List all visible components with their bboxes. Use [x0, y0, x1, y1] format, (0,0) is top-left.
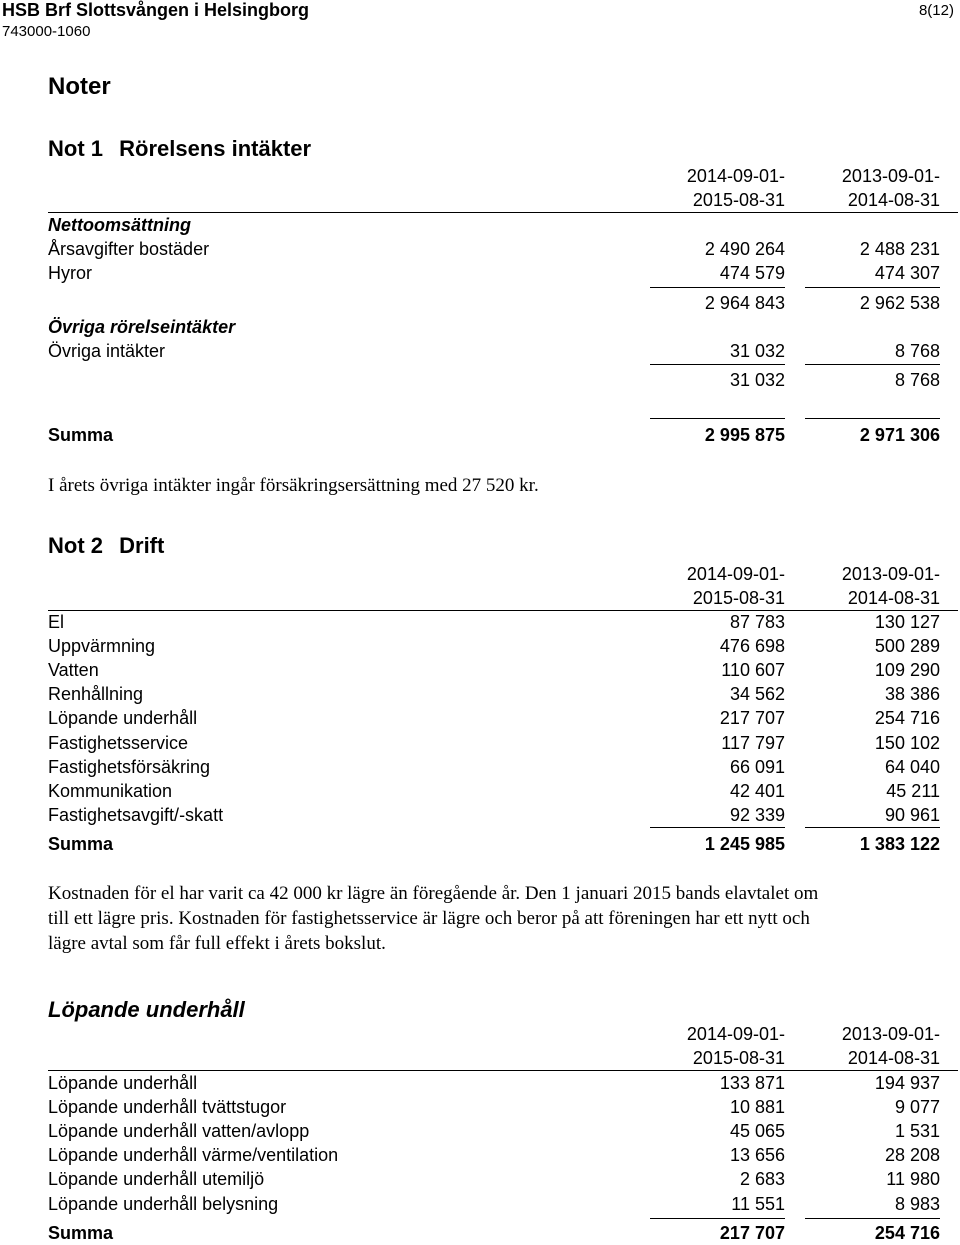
subtotal-rule — [650, 287, 785, 288]
period-current-end: 2015-08-31 — [692, 588, 785, 608]
period-current-end: 2015-08-31 — [692, 190, 785, 210]
organization-number: 743000-1060 — [2, 23, 91, 40]
subtotal-previous: 8 768 — [894, 370, 940, 390]
row-previous: 1 531 — [894, 1121, 940, 1142]
period-current-start: 2014-09-01- — [686, 166, 785, 186]
subtotal-previous: 2 962 538 — [859, 293, 940, 313]
subtotal-current: 31 032 — [729, 370, 785, 390]
row-current: 133 871 — [719, 1073, 785, 1093]
row-current: 476 698 — [719, 636, 785, 657]
row-previous: 64 040 — [884, 756, 940, 777]
table-row — [48, 706, 940, 730]
row-label: Årsavgifter bostäder — [48, 239, 210, 259]
table-row — [48, 731, 940, 755]
subtotal-current: 2 964 843 — [704, 293, 785, 313]
total-current: 217 707 — [719, 1223, 785, 1243]
row-previous: 150 102 — [874, 732, 940, 753]
subtotal-rule — [805, 287, 940, 288]
row-label: Fastighetsavgift/-skatt — [48, 804, 224, 825]
note-line: Kostnaden för el har varit ca 42 000 kr lägre än föregående år. Den 1 januari 2015 bands elavtalet om — [48, 883, 819, 904]
subtotal-rule — [650, 364, 785, 365]
page-number: 8(12) — [918, 2, 954, 19]
period-previous-end: 2014-08-31 — [847, 1048, 940, 1068]
subtotal-rule — [805, 364, 940, 365]
not1-total — [48, 423, 940, 447]
row-previous: 45 211 — [886, 780, 940, 801]
row-label: Löpande underhåll vatten/avlopp — [48, 1121, 310, 1142]
row-current: 45 065 — [729, 1121, 785, 1142]
table-row — [48, 339, 940, 363]
note-line: till ett lägre pris. Kostnaden för fastighetsservice är lägre och beror på att föreningen har ett nytt och — [48, 908, 810, 929]
row-label: Övriga intäkter — [48, 341, 166, 361]
not1-note: I årets övriga intäkter ingår försäkringsersättning med 27 520 kr. — [48, 475, 539, 496]
row-previous: 500 289 — [874, 636, 940, 657]
group-title: Nettoomsättning — [48, 215, 191, 235]
total-label: Summa — [48, 1223, 114, 1243]
total-rule — [650, 1218, 785, 1219]
table-row — [48, 1167, 940, 1191]
total-previous: 2 971 306 — [859, 425, 940, 445]
row-previous: 90 961 — [884, 804, 940, 825]
total-label: Summa — [48, 425, 114, 445]
period-previous-end: 2014-08-31 — [847, 588, 940, 608]
total-current: 1 245 985 — [704, 834, 785, 854]
total-current: 2 995 875 — [704, 425, 785, 445]
row-previous: 8 768 — [894, 341, 940, 361]
total-rule — [650, 418, 785, 419]
row-current: 34 562 — [729, 684, 785, 705]
note-line: lägre avtal som får full effekt i årets bokslut. — [48, 933, 386, 954]
total-label: Summa — [48, 834, 114, 854]
total-rule — [805, 418, 940, 419]
not2-period-current — [645, 562, 785, 610]
underhall-period-previous — [800, 1022, 940, 1070]
row-label: Uppvärmning — [48, 636, 156, 657]
row-previous: 254 716 — [874, 708, 940, 729]
row-label: Löpande underhåll värme/ventilation — [48, 1145, 339, 1166]
table-row — [48, 261, 940, 285]
not1-number: Not 1 — [48, 136, 103, 161]
row-label: Hyror — [48, 263, 92, 283]
row-previous: 28 208 — [884, 1145, 940, 1166]
not2-title — [48, 533, 164, 559]
not1-title-text: Rörelsens intäkter — [119, 136, 312, 161]
row-current: 217 707 — [719, 708, 785, 729]
not1-title — [48, 136, 311, 162]
row-previous: 8 983 — [894, 1193, 940, 1214]
not1-group2-title — [48, 315, 940, 339]
row-current: 31 032 — [729, 341, 785, 361]
row-label: Fastighetsförsäkring — [48, 756, 211, 777]
period-previous-start: 2013-09-01- — [841, 166, 940, 186]
total-rule — [805, 827, 940, 828]
row-current: 11 551 — [731, 1193, 785, 1214]
not1-group2-subtotal — [48, 368, 940, 392]
row-previous: 194 937 — [874, 1073, 940, 1093]
row-label: Löpande underhåll utemiljö — [48, 1169, 265, 1190]
row-label: Kommunikation — [48, 780, 173, 801]
row-current: 2 683 — [739, 1169, 785, 1190]
row-current: 474 579 — [719, 263, 785, 283]
not2-note — [48, 881, 948, 956]
table-row — [48, 1095, 940, 1119]
not1-period-current — [645, 164, 785, 212]
not2-title-text: Drift — [119, 533, 165, 558]
period-current-end: 2015-08-31 — [692, 1048, 785, 1068]
total-rule — [805, 1218, 940, 1219]
row-current: 10 881 — [729, 1097, 785, 1118]
row-current: 92 339 — [729, 804, 785, 825]
table-row — [48, 1143, 940, 1167]
row-previous: 38 386 — [884, 684, 940, 705]
underhall-title: Löpande underhåll — [48, 997, 245, 1022]
total-previous: 254 716 — [874, 1223, 940, 1243]
row-label: Renhållning — [48, 684, 144, 705]
row-previous: 130 127 — [874, 612, 940, 632]
table-row — [48, 1119, 940, 1143]
underhall-total — [48, 1221, 940, 1245]
table-row — [48, 779, 940, 803]
table-row — [48, 1192, 940, 1216]
row-label: Löpande underhåll — [48, 1073, 198, 1093]
period-previous-start: 2013-09-01- — [841, 564, 940, 584]
row-label: El — [48, 612, 65, 632]
not2-total — [48, 832, 940, 856]
total-previous: 1 383 122 — [859, 834, 940, 854]
table-row — [48, 237, 940, 261]
not1-period-previous — [800, 164, 940, 212]
period-current-start: 2014-09-01- — [686, 564, 785, 584]
row-previous: 109 290 — [874, 660, 940, 681]
table-row — [48, 610, 940, 634]
row-label: Vatten — [48, 660, 99, 681]
row-previous: 474 307 — [874, 263, 940, 283]
underhall-period-current — [645, 1022, 785, 1070]
row-current: 13 656 — [729, 1145, 785, 1166]
row-current: 66 091 — [729, 756, 785, 777]
row-current: 42 401 — [729, 780, 785, 801]
period-current-start: 2014-09-01- — [686, 1024, 785, 1044]
table-row — [48, 803, 940, 827]
row-previous: 11 980 — [886, 1169, 940, 1190]
table-row — [48, 634, 940, 658]
row-current: 87 783 — [729, 612, 785, 632]
row-current: 2 490 264 — [704, 239, 785, 259]
table-row — [48, 658, 940, 682]
total-rule — [650, 827, 785, 828]
row-previous: 2 488 231 — [859, 239, 940, 259]
row-label: Löpande underhåll — [48, 708, 198, 729]
organization-name: HSB Brf Slottsvången i Helsingborg — [2, 0, 310, 20]
table-row — [48, 682, 940, 706]
table-row — [48, 1071, 940, 1095]
page-title: Noter — [48, 73, 111, 100]
not1-group1-title — [48, 213, 940, 237]
group-title: Övriga rörelseintäkter — [48, 317, 236, 337]
period-previous-end: 2014-08-31 — [847, 190, 940, 210]
row-label: Fastighetsservice — [48, 732, 189, 753]
not2-number: Not 2 — [48, 533, 103, 558]
period-previous-start: 2013-09-01- — [841, 1024, 940, 1044]
table-row — [48, 755, 940, 779]
not1-group1-subtotal — [48, 291, 940, 315]
row-current: 117 797 — [721, 732, 785, 753]
row-previous: 9 077 — [894, 1097, 940, 1118]
row-current: 110 607 — [721, 660, 785, 681]
row-label: Löpande underhåll tvättstugor — [48, 1097, 287, 1118]
row-label: Löpande underhåll belysning — [48, 1193, 279, 1214]
not2-period-previous — [800, 562, 940, 610]
